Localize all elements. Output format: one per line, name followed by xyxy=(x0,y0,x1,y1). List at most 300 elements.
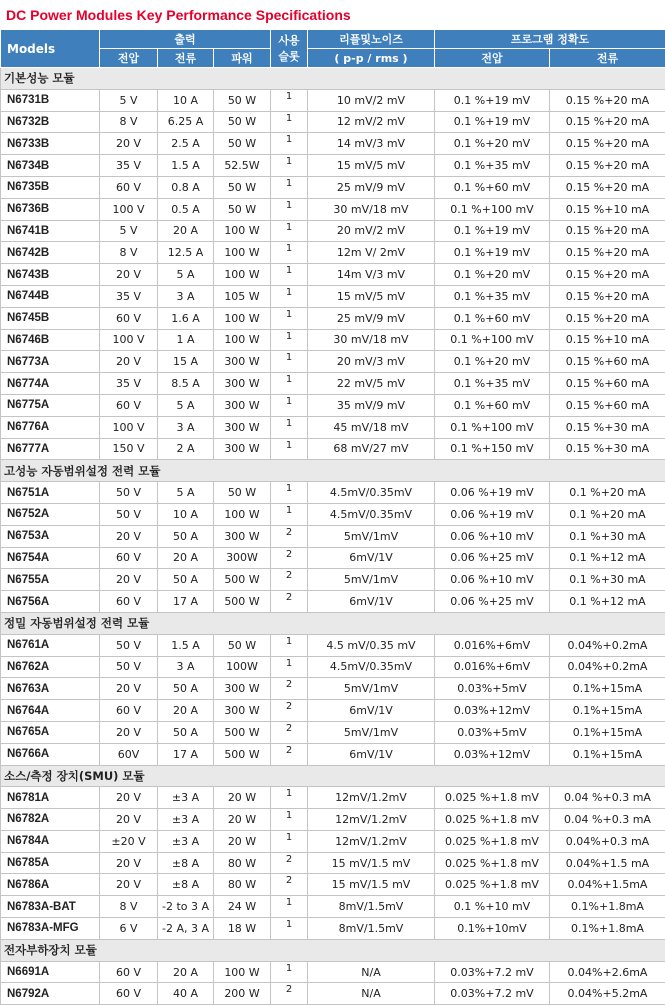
cell-ripple: 15 mV/1.5 mV xyxy=(308,874,435,896)
table-row xyxy=(1,176,665,198)
table-row xyxy=(1,264,665,286)
table-row xyxy=(1,787,665,809)
cell-slots: 1 xyxy=(271,482,308,504)
cell-current: 5 A xyxy=(158,264,214,286)
cell-current: 50 A xyxy=(158,569,214,591)
cell-slots: 2 xyxy=(271,591,308,613)
cell-prog-voltage: 0.1 %+60 mV xyxy=(435,394,550,416)
cell-ripple: 14m V/3 mV xyxy=(308,264,435,286)
cell-ripple: 6mV/1V xyxy=(308,591,435,613)
cell-power: 300W xyxy=(214,547,271,569)
cell-power: 80 W xyxy=(214,874,271,896)
cell-slots: 1 xyxy=(271,634,308,656)
cell-voltage: 60 V xyxy=(100,176,158,198)
header-ripple-unit: ( p-p / rms ) xyxy=(308,49,435,68)
cell-power: 20 W xyxy=(214,809,271,831)
cell-model: N6764A xyxy=(1,700,100,722)
cell-slots: 1 xyxy=(271,133,308,155)
cell-slots: 1 xyxy=(271,285,308,307)
cell-prog-current: 0.1%+15mA xyxy=(550,678,665,700)
cell-prog-current: 0.1%+15mA xyxy=(550,743,665,765)
cell-prog-voltage: 0.06 %+19 mV xyxy=(435,482,550,504)
cell-model: N6792A xyxy=(1,983,100,1005)
cell-ripple: 45 mV/18 mV xyxy=(308,416,435,438)
cell-voltage: 100 V xyxy=(100,329,158,351)
section-header xyxy=(1,939,665,961)
cell-slots: 1 xyxy=(271,373,308,395)
table-row xyxy=(1,634,665,656)
header-slots xyxy=(271,30,308,68)
cell-prog-voltage: 0.1 %+60 mV xyxy=(435,176,550,198)
section-title: 기본성능 모듈 xyxy=(1,68,665,90)
cell-prog-voltage: 0.016%+6mV xyxy=(435,656,550,678)
table-row xyxy=(1,307,665,329)
header-power: 파워 xyxy=(214,49,271,68)
header-prog-accuracy: 프로그램 정확도 xyxy=(435,30,665,49)
cell-ripple: 35 mV/9 mV xyxy=(308,394,435,416)
cell-slots: 1 xyxy=(271,351,308,373)
cell-ripple: 4.5 mV/0.35 mV xyxy=(308,634,435,656)
cell-ripple: 25 mV/9 mV xyxy=(308,307,435,329)
table-row xyxy=(1,155,665,177)
table-row xyxy=(1,700,665,722)
cell-slots: 1 xyxy=(271,809,308,831)
cell-prog-voltage: 0.025 %+1.8 mV xyxy=(435,874,550,896)
cell-current: ±3 A xyxy=(158,830,214,852)
cell-current: 3 A xyxy=(158,416,214,438)
cell-prog-current: 0.15 %+60 mA xyxy=(550,351,665,373)
cell-power: 50 W xyxy=(214,176,271,198)
cell-prog-voltage: 0.06 %+25 mV xyxy=(435,591,550,613)
cell-slots: 1 xyxy=(271,416,308,438)
cell-power: 100 W xyxy=(214,220,271,242)
cell-slots: 2 xyxy=(271,874,308,896)
cell-current: 1.6 A xyxy=(158,307,214,329)
header-ripple: 리플및노이즈 xyxy=(308,30,435,49)
cell-model: N6746B xyxy=(1,329,100,351)
cell-power: 52.5W xyxy=(214,155,271,177)
cell-model: N6781A xyxy=(1,787,100,809)
cell-voltage: 100 V xyxy=(100,416,158,438)
cell-slots: 1 xyxy=(271,394,308,416)
cell-prog-current: 0.1 %+20 mA xyxy=(550,482,665,504)
cell-current: ±8 A xyxy=(158,852,214,874)
cell-slots: 1 xyxy=(271,961,308,983)
cell-ripple: 12mV/1.2mV xyxy=(308,787,435,809)
cell-model: N6735B xyxy=(1,176,100,198)
cell-ripple: 6mV/1V xyxy=(308,547,435,569)
cell-power: 50 W xyxy=(214,198,271,220)
table-header xyxy=(1,30,665,68)
cell-model: N6754A xyxy=(1,547,100,569)
cell-prog-voltage: 0.1%+10mV xyxy=(435,918,550,940)
cell-voltage: 60 V xyxy=(100,961,158,983)
cell-current: 20 A xyxy=(158,700,214,722)
cell-current: 5 A xyxy=(158,482,214,504)
cell-prog-current: 0.15 %+20 mA xyxy=(550,220,665,242)
section-header xyxy=(1,68,665,90)
cell-model: N6742B xyxy=(1,242,100,264)
cell-prog-current: 0.1%+1.8mA xyxy=(550,918,665,940)
cell-model: N6734B xyxy=(1,155,100,177)
table-row xyxy=(1,220,665,242)
cell-current: 3 A xyxy=(158,285,214,307)
cell-model: N6765A xyxy=(1,721,100,743)
cell-model: N6786A xyxy=(1,874,100,896)
cell-voltage: 60 V xyxy=(100,591,158,613)
cell-prog-current: 0.04%+0.3 mA xyxy=(550,830,665,852)
cell-prog-current: 0.15 %+20 mA xyxy=(550,264,665,286)
cell-model: N6751A xyxy=(1,482,100,504)
cell-ripple: 6mV/1V xyxy=(308,743,435,765)
cell-ripple: 30 mV/18 mV xyxy=(308,198,435,220)
header-current: 전류 xyxy=(158,49,214,68)
cell-power: 300 W xyxy=(214,394,271,416)
cell-power: 500 W xyxy=(214,721,271,743)
cell-ripple: 8mV/1.5mV xyxy=(308,918,435,940)
cell-model: N6783A-BAT xyxy=(1,896,100,918)
header-output: 출력 xyxy=(100,30,271,49)
section-header xyxy=(1,765,665,787)
cell-prog-current: 0.15 %+60 mA xyxy=(550,394,665,416)
table-row xyxy=(1,198,665,220)
cell-voltage: 20 V xyxy=(100,264,158,286)
cell-ripple: 15 mV/5 mV xyxy=(308,155,435,177)
cell-voltage: 20 V xyxy=(100,874,158,896)
cell-ripple: 12mV/1.2mV xyxy=(308,830,435,852)
table-row xyxy=(1,743,665,765)
cell-voltage: 20 V xyxy=(100,787,158,809)
cell-voltage: 60 V xyxy=(100,307,158,329)
cell-slots: 1 xyxy=(271,503,308,525)
cell-model: N6745B xyxy=(1,307,100,329)
table-row xyxy=(1,830,665,852)
cell-prog-current: 0.1 %+30 mA xyxy=(550,525,665,547)
cell-prog-voltage: 0.03%+12mV xyxy=(435,743,550,765)
cell-voltage: 60 V xyxy=(100,983,158,1005)
cell-prog-voltage: 0.03%+5mV xyxy=(435,678,550,700)
cell-prog-voltage: 0.1 %+60 mV xyxy=(435,307,550,329)
cell-voltage: 5 V xyxy=(100,220,158,242)
table-row xyxy=(1,656,665,678)
header-voltage: 전압 xyxy=(100,49,158,68)
cell-power: 300 W xyxy=(214,416,271,438)
table-row xyxy=(1,678,665,700)
cell-current: 10 A xyxy=(158,89,214,111)
table-row xyxy=(1,983,665,1005)
cell-current: 1 A xyxy=(158,329,214,351)
cell-model: N6756A xyxy=(1,591,100,613)
cell-prog-current: 0.04%+0.2mA xyxy=(550,656,665,678)
table-row xyxy=(1,373,665,395)
cell-voltage: 6 V xyxy=(100,918,158,940)
cell-ripple: 4.5mV/0.35mV xyxy=(308,656,435,678)
cell-slots: 1 xyxy=(271,896,308,918)
cell-power: 100 W xyxy=(214,242,271,264)
cell-voltage: 35 V xyxy=(100,285,158,307)
cell-ripple: 22 mV/5 mV xyxy=(308,373,435,395)
table-row xyxy=(1,111,665,133)
cell-slots: 1 xyxy=(271,264,308,286)
cell-voltage: ±20 V xyxy=(100,830,158,852)
table-row xyxy=(1,89,665,111)
cell-slots: 1 xyxy=(271,830,308,852)
cell-voltage: 60 V xyxy=(100,394,158,416)
cell-voltage: 20 V xyxy=(100,678,158,700)
cell-model: N6762A xyxy=(1,656,100,678)
cell-prog-voltage: 0.1 %+35 mV xyxy=(435,373,550,395)
cell-voltage: 35 V xyxy=(100,155,158,177)
cell-power: 50 W xyxy=(214,111,271,133)
cell-model: N6731B xyxy=(1,89,100,111)
cell-prog-voltage: 0.1 %+20 mV xyxy=(435,133,550,155)
cell-power: 100W xyxy=(214,656,271,678)
cell-model: N6755A xyxy=(1,569,100,591)
cell-current: ±3 A xyxy=(158,787,214,809)
cell-slots: 2 xyxy=(271,852,308,874)
cell-voltage: 5 V xyxy=(100,89,158,111)
header-prog-voltage: 전압 xyxy=(435,49,550,68)
cell-voltage: 20 V xyxy=(100,525,158,547)
cell-prog-current: 0.04%+0.2mA xyxy=(550,634,665,656)
cell-voltage: 50 V xyxy=(100,656,158,678)
cell-power: 100 W xyxy=(214,329,271,351)
page-title: DC Power Modules Key Performance Specifications xyxy=(0,0,665,29)
cell-slots: 1 xyxy=(271,111,308,133)
cell-power: 500 W xyxy=(214,743,271,765)
cell-ripple: 15 mV/5 mV xyxy=(308,285,435,307)
cell-ripple: 10 mV/2 mV xyxy=(308,89,435,111)
table-body xyxy=(1,68,665,1005)
cell-prog-voltage: 0.1 %+35 mV xyxy=(435,155,550,177)
cell-slots: 1 xyxy=(271,787,308,809)
cell-power: 300 W xyxy=(214,373,271,395)
cell-power: 100 W xyxy=(214,503,271,525)
cell-power: 100 W xyxy=(214,264,271,286)
table-row xyxy=(1,961,665,983)
cell-model: N6761A xyxy=(1,634,100,656)
cell-prog-current: 0.15 %+20 mA xyxy=(550,89,665,111)
cell-current: 12.5 A xyxy=(158,242,214,264)
cell-voltage: 20 V xyxy=(100,721,158,743)
cell-ripple: 5mV/1mV xyxy=(308,569,435,591)
cell-ripple: 8mV/1.5mV xyxy=(308,896,435,918)
cell-ripple: 12m V/ 2mV xyxy=(308,242,435,264)
cell-voltage: 20 V xyxy=(100,852,158,874)
cell-voltage: 20 V xyxy=(100,569,158,591)
cell-power: 50 W xyxy=(214,482,271,504)
cell-power: 20 W xyxy=(214,830,271,852)
cell-slots: 1 xyxy=(271,329,308,351)
cell-slots: 1 xyxy=(271,242,308,264)
cell-voltage: 8 V xyxy=(100,242,158,264)
cell-prog-current: 0.15 %+20 mA xyxy=(550,176,665,198)
cell-model: N6782A xyxy=(1,809,100,831)
cell-prog-current: 0.15 %+20 mA xyxy=(550,307,665,329)
cell-model: N6773A xyxy=(1,351,100,373)
cell-prog-current: 0.1 %+12 mA xyxy=(550,591,665,613)
cell-model: N6732B xyxy=(1,111,100,133)
cell-ripple: 20 mV/3 mV xyxy=(308,351,435,373)
cell-prog-current: 0.04%+2.6mA xyxy=(550,961,665,983)
cell-current: 0.5 A xyxy=(158,198,214,220)
cell-voltage: 150 V xyxy=(100,438,158,460)
table-row xyxy=(1,525,665,547)
cell-model: N6733B xyxy=(1,133,100,155)
section-header xyxy=(1,460,665,482)
cell-slots: 1 xyxy=(271,656,308,678)
table-row xyxy=(1,242,665,264)
cell-prog-voltage: 0.06 %+10 mV xyxy=(435,525,550,547)
cell-power: 50 W xyxy=(214,89,271,111)
cell-prog-voltage: 0.1 %+19 mV xyxy=(435,89,550,111)
cell-prog-voltage: 0.1 %+19 mV xyxy=(435,220,550,242)
cell-model: N6691A xyxy=(1,961,100,983)
table-row xyxy=(1,896,665,918)
cell-prog-voltage: 0.1 %+150 mV xyxy=(435,438,550,460)
cell-ripple: 15 mV/1.5 mV xyxy=(308,852,435,874)
cell-prog-current: 0.1%+1.8mA xyxy=(550,896,665,918)
cell-model: N6777A xyxy=(1,438,100,460)
cell-voltage: 20 V xyxy=(100,133,158,155)
cell-prog-voltage: 0.1 %+19 mV xyxy=(435,242,550,264)
cell-prog-current: 0.04%+1.5 mA xyxy=(550,852,665,874)
cell-prog-current: 0.04%+1.5mA xyxy=(550,874,665,896)
cell-ripple: 5mV/1mV xyxy=(308,721,435,743)
cell-current: 10 A xyxy=(158,503,214,525)
table-row xyxy=(1,874,665,896)
cell-prog-voltage: 0.06 %+19 mV xyxy=(435,503,550,525)
section-title: 전자부하장치 모듈 xyxy=(1,939,665,961)
cell-prog-current: 0.15 %+10 mA xyxy=(550,198,665,220)
cell-slots: 2 xyxy=(271,721,308,743)
cell-prog-voltage: 0.1 %+19 mV xyxy=(435,111,550,133)
cell-prog-current: 0.04%+5.2mA xyxy=(550,983,665,1005)
cell-current: 20 A xyxy=(158,220,214,242)
cell-voltage: 20 V xyxy=(100,809,158,831)
cell-voltage: 8 V xyxy=(100,111,158,133)
table-row xyxy=(1,133,665,155)
table-row xyxy=(1,438,665,460)
cell-model: N6776A xyxy=(1,416,100,438)
table-row xyxy=(1,394,665,416)
cell-voltage: 60 V xyxy=(100,547,158,569)
cell-current: 5 A xyxy=(158,394,214,416)
cell-ripple: 5mV/1mV xyxy=(308,678,435,700)
cell-prog-current: 0.15 %+20 mA xyxy=(550,111,665,133)
cell-current: 17 A xyxy=(158,743,214,765)
cell-current: ±8 A xyxy=(158,874,214,896)
cell-prog-current: 0.15 %+20 mA xyxy=(550,155,665,177)
cell-power: 24 W xyxy=(214,896,271,918)
cell-power: 50 W xyxy=(214,133,271,155)
cell-power: 18 W xyxy=(214,918,271,940)
table-row xyxy=(1,482,665,504)
cell-prog-voltage: 0.1 %+35 mV xyxy=(435,285,550,307)
cell-current: 8.5 A xyxy=(158,373,214,395)
cell-current: ±3 A xyxy=(158,809,214,831)
table-row xyxy=(1,569,665,591)
cell-prog-current: 0.15 %+20 mA xyxy=(550,285,665,307)
cell-prog-voltage: 0.1 %+20 mV xyxy=(435,351,550,373)
cell-ripple: 5mV/1mV xyxy=(308,525,435,547)
cell-voltage: 50 V xyxy=(100,634,158,656)
table-row xyxy=(1,852,665,874)
cell-ripple: N/A xyxy=(308,983,435,1005)
cell-current: 0.8 A xyxy=(158,176,214,198)
cell-power: 300 W xyxy=(214,678,271,700)
cell-prog-voltage: 0.025 %+1.8 mV xyxy=(435,830,550,852)
cell-slots: 1 xyxy=(271,307,308,329)
cell-power: 100 W xyxy=(214,307,271,329)
cell-current: 3 A xyxy=(158,656,214,678)
cell-current: 20 A xyxy=(158,961,214,983)
cell-ripple: 12mV/1.2mV xyxy=(308,809,435,831)
cell-current: 17 A xyxy=(158,591,214,613)
cell-prog-current: 0.15 %+20 mA xyxy=(550,133,665,155)
table-row xyxy=(1,416,665,438)
cell-slots: 1 xyxy=(271,918,308,940)
cell-current: 40 A xyxy=(158,983,214,1005)
cell-model: N6741B xyxy=(1,220,100,242)
cell-power: 80 W xyxy=(214,852,271,874)
cell-prog-current: 0.15 %+20 mA xyxy=(550,242,665,264)
cell-prog-current: 0.04 %+0.3 mA xyxy=(550,787,665,809)
cell-ripple: 6mV/1V xyxy=(308,700,435,722)
cell-ripple: N/A xyxy=(308,961,435,983)
cell-voltage: 20 V xyxy=(100,351,158,373)
section-title: 정밀 자동범위설정 전력 모듈 xyxy=(1,612,665,634)
cell-power: 200 W xyxy=(214,983,271,1005)
cell-slots: 2 xyxy=(271,983,308,1005)
cell-current: 50 A xyxy=(158,721,214,743)
cell-ripple: 20 mV/2 mV xyxy=(308,220,435,242)
cell-current: 2 A xyxy=(158,438,214,460)
cell-prog-current: 0.15 %+30 mA xyxy=(550,438,665,460)
cell-power: 300 W xyxy=(214,525,271,547)
cell-current: 1.5 A xyxy=(158,634,214,656)
cell-prog-voltage: 0.03%+5mV xyxy=(435,721,550,743)
cell-current: 15 A xyxy=(158,351,214,373)
cell-prog-current: 0.1%+15mA xyxy=(550,721,665,743)
cell-slots: 2 xyxy=(271,678,308,700)
cell-model: N6752A xyxy=(1,503,100,525)
table-row xyxy=(1,918,665,940)
cell-model: N6753A xyxy=(1,525,100,547)
cell-prog-voltage: 0.1 %+100 mV xyxy=(435,329,550,351)
cell-prog-voltage: 0.025 %+1.8 mV xyxy=(435,852,550,874)
cell-prog-voltage: 0.1 %+20 mV xyxy=(435,264,550,286)
cell-model: N6784A xyxy=(1,830,100,852)
cell-voltage: 60 V xyxy=(100,700,158,722)
cell-power: 300 W xyxy=(214,700,271,722)
cell-current: 20 A xyxy=(158,547,214,569)
cell-model: N6785A xyxy=(1,852,100,874)
cell-prog-voltage: 0.1 %+100 mV xyxy=(435,198,550,220)
table-row xyxy=(1,591,665,613)
table-row xyxy=(1,503,665,525)
cell-prog-voltage: 0.016%+6mV xyxy=(435,634,550,656)
table-row xyxy=(1,721,665,743)
header-prog-current: 전류 xyxy=(550,49,665,68)
cell-current: 50 A xyxy=(158,525,214,547)
cell-prog-voltage: 0.03%+7.2 mV xyxy=(435,961,550,983)
cell-slots: 1 xyxy=(271,438,308,460)
cell-power: 500 W xyxy=(214,591,271,613)
cell-prog-voltage: 0.025 %+1.8 mV xyxy=(435,787,550,809)
table-row xyxy=(1,329,665,351)
cell-model: N6783A-MFG xyxy=(1,918,100,940)
